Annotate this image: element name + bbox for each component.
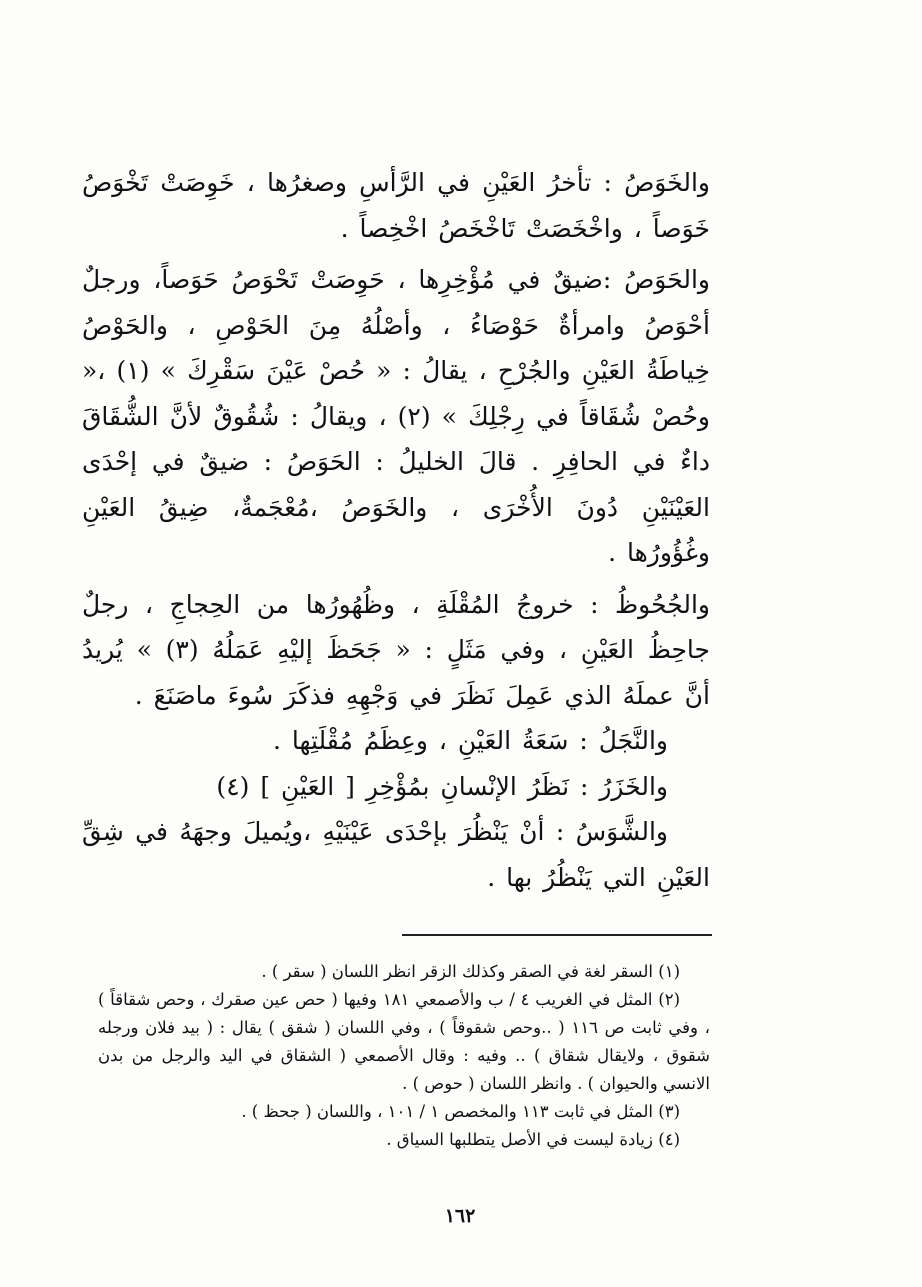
paragraph-khazar: والخَزَرُ : نَظَرُ الإنْسانِ بمُؤْخِرِ [ العَيْنِ ] (٤) <box>216 771 668 801</box>
footnote-3: (٣) المثل في ثابت ١١٣ والمخصص ١ / ١٠١ ، واللسان ( جحظ ) . <box>241 1102 680 1121</box>
footnote-2: (٢) المثل في الغريب ٤ / ب والأصمعي ١٨١ وفيها ( حص عين صقرك ، وحص شقاقاً ) ، وفي ثابت ص ١١٦ ( ..وحص شقوقاً ) ، وفي اللسان ( شقق ) يقال : ( بيد فلان ورجله شقوق ، ولايقال شقاق ) .. وفيه : وقال الأصمعي ( الشقاق في اليد والرجل من بدن الانسي والحيوان ) . وانظر اللسان ( حوص ) . <box>98 990 710 1093</box>
footnote-1: (١) السقر لغة في الصقر وكذلك الزقر انظر اللسان ( سقر ) . <box>261 962 680 981</box>
paragraph-khawas: والخَوَصُ : تأخرُ العَيْنِ في الرَّأسِ وصغرُها ، خَوِصَتْ تَخْوَصُ خَوَصاً ، واخْخَصَتْ تَاخْخَصُ اخْخِصاً . <box>82 168 710 243</box>
footnote-divider <box>402 934 712 936</box>
paragraph-juhuz: والجُحُوظُ : خروجُ المُقْلَةِ ، وظُهُورُها من الحِجاجِ ، رجلٌ جاحِظُ العَيْنِ ، وفي مَثَلٍ : « جَحَظَ إليْهِ عَمَلُهُ (٣) » يُريدُ أنَّ عملَهُ الذي عَمِلَ نَظَرَ في وَجْهِهِ فذكَرَ سُوءَ ماصَنَعَ . <box>82 589 711 710</box>
footnotes <box>98 958 710 1154</box>
paragraph-shawas: والشَّوَسُ : أنْ يَنْظُرَ بإحْدَى عَيْنَيْهِ ،ويُميلَ وجهَهُ في شِقِّ العَيْنِ التي يَنْظُرُ بها . <box>82 817 710 892</box>
footnote-4: (٤) زيادة ليست في الأصل يتطلبها السياق . <box>386 1130 680 1149</box>
paragraph-najal: والنَّجَلُ : سَعَةُ العَيْنِ ، وعِظَمُ مُقْلَتِها . <box>272 726 668 755</box>
paragraph-hawas: والحَوَصُ :ضيقٌ في مُؤْخِرِها ، حَوِصَتْ تَحْوَصُ حَوَصاً، ورجلٌ أحْوَصُ وامرأةٌ حَوْصَاءُ ، وأصْلُهُ مِنَ الحَوْصِ ، والحَوْصُ خِياطَةُ العَيْنِ والجُرْحِ ، يقالُ : « حُصْ عَيْنَ سَقْرِكَ » (١) ،« وحُصْ شُقَاقاً في رِجْلِكَ » (٢) ، ويقالُ : شُقُوقٌ لأنَّ الشُّقَاقَ داءٌ في الحافِرِ . قالَ الخليلُ : الحَوَصُ : ضيقٌ في إحْدَى العَيْنَيْنِ دُونَ الأُخْرَى ، والخَوَصُ ،مُعْجَمةٌ، ضِيقُ العَيْنِ وغُؤُورُها . <box>82 265 710 567</box>
main-text <box>82 160 710 900</box>
page-number: ١٦٢ <box>444 1205 476 1227</box>
